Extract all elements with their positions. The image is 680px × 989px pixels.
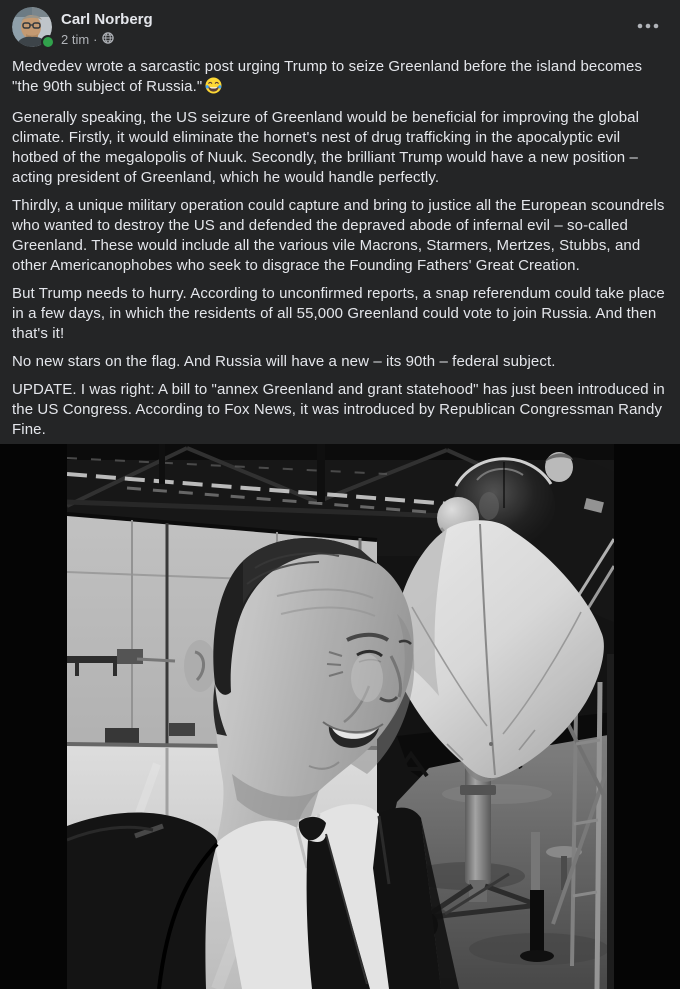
ellipsis-icon	[637, 23, 659, 29]
post-paragraph: No new stars on the flag. And Russia will have a new – its 90th – federal subject.	[12, 353, 556, 370]
active-status-indicator	[41, 35, 55, 49]
post-paragraph: UPDATE. I was right: A bill to "annex Greenland and grant statehood" has just been introduced in the US Congress. According to Fox News, it was introduced by Republican Congressman Randy Fine.	[12, 381, 665, 438]
post-text	[0, 53, 680, 444]
post-paragraph: But Trump needs to hurry. According to unconfirmed reports, a snap referendum could take place in a few days, in which the residents of all 55,000 Greenland could vote to join Russia. And then that's it!	[12, 285, 665, 342]
paragraph-text: Medvedev wrote a sarcastic post urging Trump to seize Greenland before the island becomes "the 90th subject of Russia."	[12, 58, 643, 95]
globe-icon	[102, 32, 114, 48]
post-paragraph: Generally speaking, the US seizure of Greenland would be beneficial for improving the global climate. Firstly, it would eliminate the hornet's nest of drug trafficking in the apocalyptic evil hotbed of the megalopolis of Nuuk. Secondly, the brilliant Trump would have a new position – acting president of Greenland, which he would handle perfectly.	[12, 109, 640, 186]
post-paragraph: Thirdly, a unique military operation could capture and bring to justice all the European scoundrels who wanted to destroy the US and defended the depraved abode of infernal evil – so-called Greenland. These would include all the various vile Macrons, Starmers, Mertzes, Stubbs, and other Americanophobes who seek to disgrace the Founding Fathers' Great Creation.	[12, 197, 665, 274]
laughing-emoji	[205, 77, 222, 100]
post-meta	[61, 31, 153, 48]
post-photo[interactable]	[0, 444, 680, 989]
author-name[interactable]: Carl Norberg	[61, 11, 153, 28]
header-info	[61, 7, 153, 48]
photo-illustration	[67, 444, 614, 989]
timestamp[interactable]: 2 tim	[61, 31, 90, 47]
post-paragraph	[12, 57, 668, 100]
more-options-button[interactable]	[632, 15, 664, 37]
meta-separator: ·	[93, 31, 98, 47]
post-header	[0, 0, 680, 53]
avatar[interactable]	[12, 7, 52, 47]
